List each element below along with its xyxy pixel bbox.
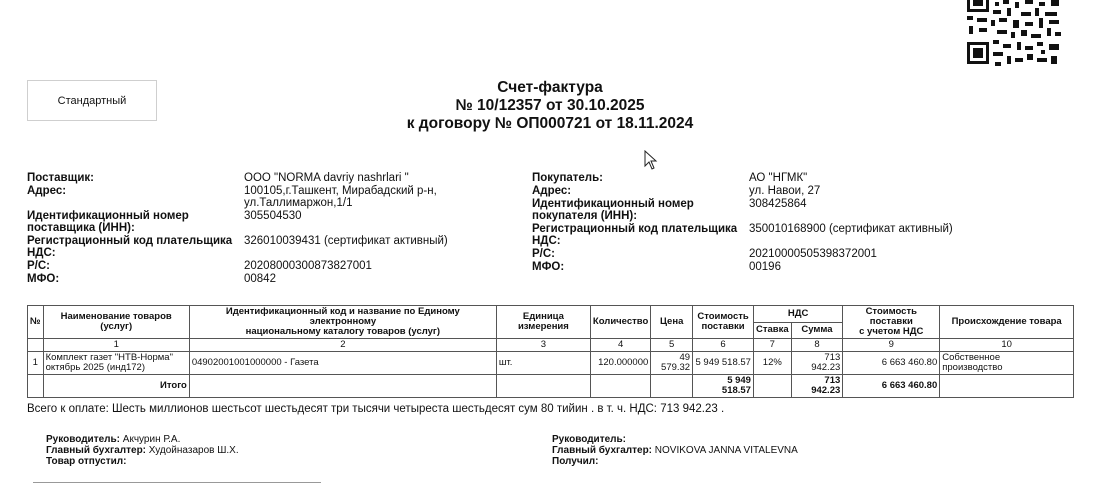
totals-label: Итого <box>43 375 189 398</box>
row-vat-rate: 12% <box>753 352 791 375</box>
table-row <box>28 352 1074 375</box>
supplier-name: ООО "NORMA davriy nashrlari " <box>244 172 409 184</box>
col-number: 2 <box>189 339 496 352</box>
row-catalog: 04902001001000000 - Газета <box>189 352 496 375</box>
invoice-type-badge[interactable]: Стандартный <box>27 80 157 121</box>
buyer-vat: 350010168900 (сертификат активный) <box>749 223 953 235</box>
buyer-inn-label-2: покупателя (ИНН): <box>532 210 638 222</box>
supplier-inn: 305504530 <box>244 210 302 222</box>
row-origin: Собственное производство <box>940 352 1074 375</box>
col-number: 1 <box>43 339 189 352</box>
totals-total: 6 663 460.80 <box>843 375 940 398</box>
signature-right-received: Получил: <box>552 456 599 467</box>
title-line-2: № 10/12357 от 30.10.2025 <box>455 97 645 114</box>
row-qty: 120.000000 <box>590 352 650 375</box>
buyer-address: ул. Навои, 27 <box>749 185 821 197</box>
row-cost: 5 949 518.57 <box>693 352 754 375</box>
title-line-3: к договору № ОП000721 от 18.11.2024 <box>406 115 694 132</box>
supplier-account: 20208000300873827001 <box>244 260 372 272</box>
totals-cost: 5 949 518.57 <box>693 375 754 398</box>
buyer-inn-label-1: Идентификационный номер <box>532 198 694 210</box>
row-no: 1 <box>28 352 44 375</box>
row-vat-sum: 713 942.23 <box>791 352 843 375</box>
mouse-cursor-icon <box>644 150 658 170</box>
col-number: 5 <box>651 339 693 352</box>
supplier-mfo: 00842 <box>244 273 276 285</box>
document-title <box>300 79 800 133</box>
row-total: 6 663 460.80 <box>843 352 940 375</box>
signature-left-accountant: Главный бухгалтер: Худойназаров Ш.Х. <box>46 445 239 456</box>
col-header-total: Стоимость поставки с учетом НДС <box>843 306 940 339</box>
buyer-name: АО "НГМК" <box>749 172 808 184</box>
buyer-vat-label-2: НДС: <box>532 235 561 247</box>
supplier-vat: 326010039431 (сертификат активный) <box>244 235 448 247</box>
table-column-numbers-row <box>28 339 1074 352</box>
col-header-qty: Количество <box>590 306 650 339</box>
supplier-vat-label-2: НДС: <box>27 247 56 259</box>
totals-vat-sum: 713 942.23 <box>791 375 843 398</box>
supplier-inn-label-2: поставщика (ИНН): <box>27 222 135 234</box>
col-header-name: Наименование товаров (услуг) <box>43 306 189 339</box>
col-header-no: № <box>28 306 44 339</box>
supplier-account-label: Р/С: <box>27 260 50 272</box>
row-unit: шт. <box>496 352 590 375</box>
amount-in-words: Всего к оплате: Шесть миллионов шестьсот шестьдесят три тысячи четыреста шестьдесят сум 80 тийин . в т. ч. НДС: 713 942.23 . <box>27 403 725 415</box>
supplier-mfo-label: МФО: <box>27 273 60 285</box>
signature-left-released: Товар отпустил: <box>46 456 127 467</box>
supplier-address-line-2: ул.Таллимаржон,1/1 <box>244 197 353 209</box>
buyer-mfo-label: МФО: <box>532 261 565 273</box>
col-header-vat-rate: Ставка <box>753 322 791 339</box>
signature-divider <box>33 482 321 483</box>
col-number: 8 <box>791 339 843 352</box>
buyer-account-label: Р/С: <box>532 248 555 260</box>
col-number: 7 <box>753 339 791 352</box>
table-totals-row <box>28 375 1074 398</box>
col-number: 4 <box>590 339 650 352</box>
supplier-label: Поставщик: <box>27 172 94 184</box>
col-number: 10 <box>940 339 1074 352</box>
col-header-catalog: Идентификационный код и название по Единому электронному национальному каталогу товаров (услуг) <box>189 306 496 339</box>
supplier-address-label: Адрес: <box>27 185 67 197</box>
col-header-unit: Единица измерения <box>496 306 590 339</box>
col-header-price: Цена <box>651 306 693 339</box>
supplier-inn-label-1: Идентификационный номер <box>27 210 189 222</box>
col-header-vat-sum: Сумма <box>791 322 843 339</box>
col-number: 9 <box>843 339 940 352</box>
signature-right-accountant: Главный бухгалтер: NOVIKOVA JANNA VITALEVNA <box>552 445 798 456</box>
buyer-inn: 308425864 <box>749 198 807 210</box>
buyer-vat-label-1: Регистрационный код плательщика <box>532 223 738 235</box>
row-price: 49 579.32 <box>651 352 693 375</box>
col-number: 6 <box>693 339 754 352</box>
signature-right-head: Руководитель: <box>552 434 626 445</box>
title-line-1: Счет-фактура <box>497 79 603 96</box>
col-number: 3 <box>496 339 590 352</box>
buyer-account: 20210000505398372001 <box>749 248 877 260</box>
buyer-mfo: 00196 <box>749 261 781 273</box>
col-header-vat: НДС <box>753 306 842 323</box>
buyer-address-label: Адрес: <box>532 185 572 197</box>
col-header-cost: Стоимость поставки <box>693 306 754 339</box>
supplier-vat-label-1: Регистрационный код плательщика <box>27 235 233 247</box>
buyer-label: Покупатель: <box>532 172 604 184</box>
row-name: Комплект газет "НТВ-Норма" октябрь 2025 (инд172) <box>43 352 189 375</box>
signature-left-head: Руководитель: Акчурин Р.А. <box>46 434 181 445</box>
table-header-row <box>28 306 1074 323</box>
supplier-address-line-1: 100105,г.Ташкент, Мирабадский р-н, <box>244 185 437 197</box>
invoice-table <box>27 305 1074 398</box>
qr-code-icon <box>965 0 1063 66</box>
col-header-origin: Происхождение товара <box>940 306 1074 339</box>
